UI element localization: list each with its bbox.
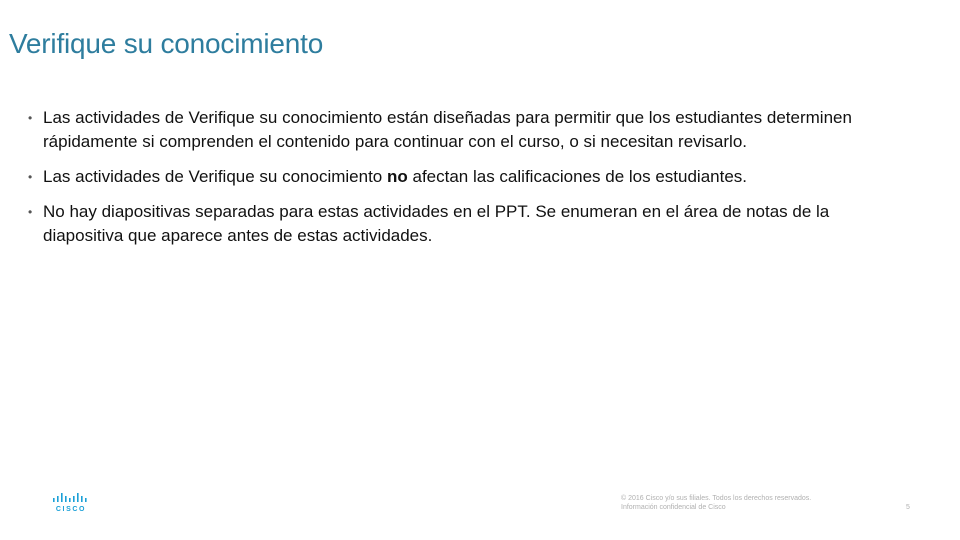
bullet-item [28,200,908,248]
bullet-text: Las actividades de Verifique su conocimiento [43,167,387,186]
bullet-list [28,106,908,248]
bullet-text-after: afectan las calificaciones de los estudiantes. [407,167,748,186]
bullet-text: Las actividades de Verifique su conocimiento están diseñadas para permitir que los estudiantes determinen rápidamente si comprenden el contenido para continuar con el curso, o si necesitan revisarlo. [43,108,852,151]
page-number: 5 [906,504,910,511]
cisco-logo-icon [50,493,92,515]
bullet-item [28,106,908,154]
cisco-logo-text: CISCO [55,506,87,513]
bullet-dot-icon: • [28,170,33,184]
copyright-text: © 2016 Cisco y/o sus filiales. Todos los derechos reservados. [621,495,812,502]
confidential-text: Información confidencial de Cisco [621,504,726,511]
bullet-dot-icon: • [28,205,33,219]
bullet-bold-text: no [386,167,408,186]
bullet-text: No hay diapositivas separadas para estas actividades en el PPT. Se enumeran en el área de notas de la diapositiva que aparece antes de estas actividades. [43,202,830,245]
bullet-item [28,165,908,189]
slide-title: Verifique su conocimiento [9,28,324,59]
bullet-dot-icon: • [28,111,33,125]
cisco-bars-icon [50,493,92,504]
footer-legal [621,494,811,512]
